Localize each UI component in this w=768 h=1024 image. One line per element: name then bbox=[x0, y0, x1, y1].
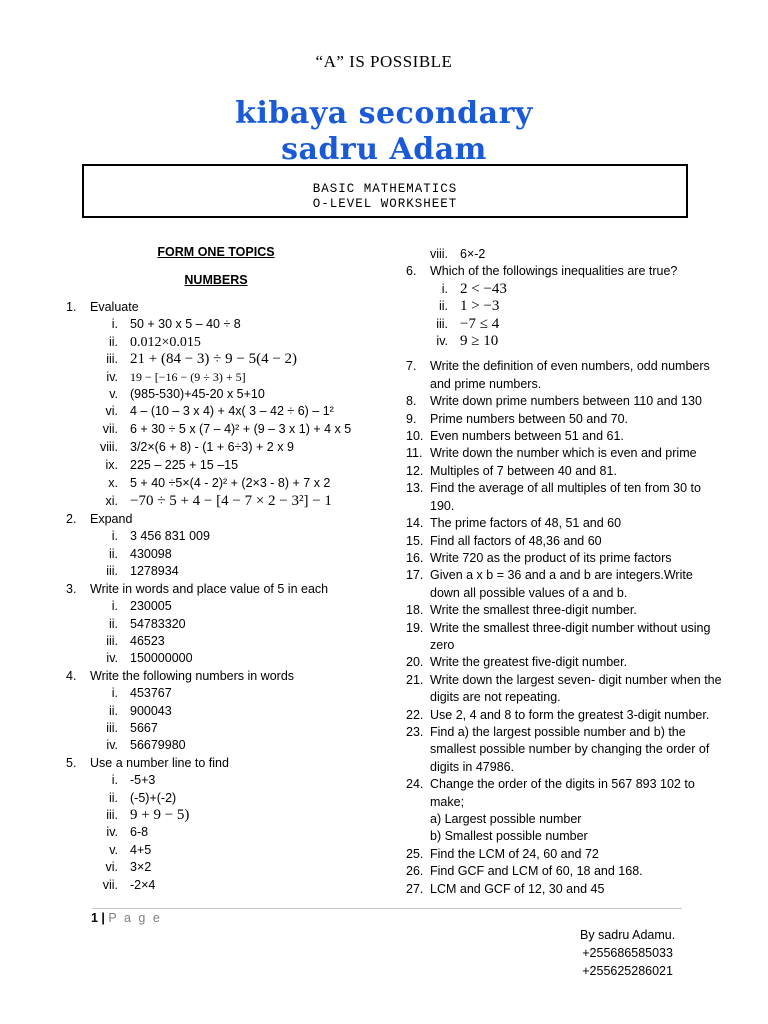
item-text: 3/2×(6 + 8) - (1 + 6÷3) + 2 x 9 bbox=[130, 440, 294, 455]
item-number: ii. bbox=[108, 790, 118, 805]
item-number: iv. bbox=[106, 738, 118, 753]
item-number: iv. bbox=[436, 334, 448, 349]
question-text: Evaluate bbox=[90, 300, 139, 314]
question-number: 11. bbox=[406, 446, 423, 461]
item-text: 430098 bbox=[130, 546, 172, 561]
question-26 bbox=[406, 863, 726, 880]
question-text: Write the definition of even numbers, odd numbers and prime numbers. bbox=[430, 359, 710, 391]
item-text: 3 456 831 009 bbox=[130, 529, 210, 544]
question-number: 13. bbox=[406, 481, 424, 496]
question-1 bbox=[66, 299, 386, 316]
item-text: 4+5 bbox=[130, 842, 152, 857]
question-9 bbox=[406, 411, 726, 428]
question-number: 12. bbox=[406, 463, 424, 478]
item-text: -2×4 bbox=[130, 877, 156, 892]
item-text: 230005 bbox=[130, 599, 172, 614]
item-text: 0.012×0.015 bbox=[130, 334, 201, 350]
list-item bbox=[66, 824, 386, 841]
question-text: b) Smallest possible number bbox=[430, 829, 588, 844]
question-number: 1. bbox=[66, 300, 77, 314]
question-7 bbox=[406, 358, 726, 393]
list-item bbox=[406, 333, 726, 350]
question-24-part-a bbox=[406, 811, 726, 828]
item-number: ix. bbox=[105, 458, 118, 473]
question-text: Write the smallest three-digit number. bbox=[430, 603, 637, 618]
subject-title: BASIC MATHEMATICS bbox=[312, 182, 458, 196]
question-text: Write the greatest five-digit number. bbox=[430, 655, 628, 670]
question-text: Expand bbox=[90, 512, 133, 527]
question-6 bbox=[406, 263, 726, 280]
item-text: 50 + 30 x 5 – 40 ÷ 8 bbox=[130, 317, 241, 332]
question-text: Write the smallest three-digit number without using zero bbox=[430, 620, 711, 652]
question-number: 24. bbox=[406, 777, 424, 792]
question-number: 19. bbox=[406, 620, 424, 635]
item-number: i. bbox=[441, 281, 448, 296]
question-text: Given a x b = 36 and a and b are integers.Write down all possible values of a and b. bbox=[430, 568, 693, 600]
topic-heading: FORM ONE TOPICS bbox=[157, 245, 275, 259]
author-block bbox=[580, 926, 675, 980]
list-item bbox=[66, 737, 386, 754]
question-22 bbox=[406, 707, 726, 724]
item-number: viii. bbox=[429, 247, 448, 261]
question-text: Change the order of the digits in 567 893 102 to make; bbox=[430, 777, 695, 809]
question-number: 14. bbox=[406, 516, 424, 531]
item-text: 56679980 bbox=[130, 738, 186, 753]
question-text: Use 2, 4 and 8 to form the greatest 3-digit number. bbox=[430, 707, 710, 722]
list-item bbox=[66, 772, 386, 789]
item-text: 6×-2 bbox=[460, 247, 486, 261]
question-text: Write in words and place value of 5 in each bbox=[90, 581, 329, 596]
item-text: 1 > −3 bbox=[460, 298, 500, 315]
item-text: 3×2 bbox=[130, 860, 152, 875]
item-number: iii. bbox=[436, 316, 448, 331]
list-item bbox=[66, 877, 386, 894]
author-phone: +255625286021 bbox=[582, 964, 673, 978]
left-column bbox=[66, 244, 386, 894]
school-author-name: sadru Adam bbox=[281, 132, 487, 167]
item-text: −70 ÷ 5 + 4 − [4 − 7 × 2 − 3²] − 1 bbox=[130, 493, 332, 510]
item-number: iii. bbox=[106, 720, 118, 735]
item-number: v. bbox=[109, 842, 118, 857]
item-number: iv. bbox=[106, 651, 118, 666]
item-text: (-5)+(-2) bbox=[130, 790, 177, 805]
item-text: 2 < −43 bbox=[460, 280, 507, 297]
item-number: ii. bbox=[108, 703, 118, 718]
item-text: 453767 bbox=[130, 686, 172, 701]
item-text: 150000000 bbox=[130, 651, 193, 666]
list-item bbox=[66, 351, 386, 368]
question-number: 20. bbox=[406, 655, 424, 670]
footer-divider bbox=[92, 908, 682, 909]
item-text: -5+3 bbox=[130, 773, 156, 788]
question-number: 9. bbox=[406, 411, 417, 426]
item-text: 6-8 bbox=[130, 825, 149, 840]
question-text: Write the following numbers in words bbox=[90, 668, 295, 683]
list-item bbox=[406, 298, 726, 315]
item-number: viii. bbox=[99, 440, 118, 455]
item-number: i. bbox=[111, 317, 118, 332]
item-number: xi. bbox=[105, 494, 118, 509]
question-text: Write down the number which is even and prime bbox=[430, 446, 697, 461]
list-item bbox=[66, 421, 386, 438]
question-number: 25. bbox=[406, 846, 424, 861]
list-item bbox=[66, 650, 386, 667]
item-text: 6 + 30 ÷ 5 x (7 – 4)² + (9 – 3 x 1) + 4 x 5 bbox=[130, 421, 352, 436]
page-number-value: 1 | bbox=[91, 911, 105, 925]
question-15 bbox=[406, 533, 726, 550]
item-number: vi. bbox=[105, 404, 118, 419]
list-item bbox=[66, 685, 386, 702]
list-item bbox=[406, 316, 726, 333]
question-text: Write down prime numbers between 110 and 130 bbox=[430, 394, 702, 409]
list-item bbox=[66, 790, 386, 807]
list-item bbox=[66, 369, 386, 386]
item-number: i. bbox=[111, 529, 118, 544]
list-item bbox=[66, 720, 386, 737]
question-number: 15. bbox=[406, 533, 424, 548]
question-18 bbox=[406, 602, 726, 619]
list-item bbox=[406, 246, 726, 263]
item-number: i. bbox=[111, 773, 118, 788]
question-21 bbox=[406, 672, 726, 707]
question-text: LCM and GCF of 12, 30 and 45 bbox=[430, 881, 605, 896]
question-number: 2. bbox=[66, 512, 77, 527]
page-label: P a g e bbox=[108, 911, 162, 925]
question-number bbox=[406, 811, 430, 828]
question-12 bbox=[406, 463, 726, 480]
question-text: The prime factors of 48, 51 and 60 bbox=[430, 516, 622, 531]
question-4 bbox=[66, 668, 386, 685]
question-number: 22. bbox=[406, 707, 424, 722]
list-item bbox=[66, 859, 386, 876]
item-number: iii. bbox=[106, 633, 118, 648]
item-number: iii. bbox=[106, 352, 118, 367]
item-number: vii. bbox=[102, 877, 118, 892]
right-column bbox=[406, 246, 726, 898]
item-text: 46523 bbox=[130, 633, 165, 648]
item-number: iv. bbox=[106, 825, 118, 840]
question-3 bbox=[66, 581, 386, 598]
school-name: kibaya secondary bbox=[235, 96, 533, 131]
question-10 bbox=[406, 428, 726, 445]
question-8 bbox=[406, 393, 726, 410]
motto: “A” IS POSSIBLE bbox=[315, 52, 453, 71]
question-16 bbox=[406, 550, 726, 567]
item-text: 54783320 bbox=[130, 616, 186, 631]
question-5 bbox=[66, 755, 386, 772]
question-number: 26. bbox=[406, 864, 424, 879]
item-text: 5667 bbox=[130, 720, 158, 735]
item-text: 9 ≥ 10 bbox=[460, 333, 499, 350]
question-number: 7. bbox=[406, 359, 417, 374]
question-text: Prime numbers between 50 and 70. bbox=[430, 411, 629, 426]
item-number: ii. bbox=[108, 334, 118, 349]
question-13 bbox=[406, 480, 726, 515]
question-text: Multiples of 7 between 40 and 81. bbox=[430, 463, 617, 478]
item-number: iii. bbox=[106, 564, 118, 579]
question-text: Write 720 as the product of its prime factors bbox=[430, 550, 672, 565]
item-text: −7 ≤ 4 bbox=[460, 315, 500, 332]
question-number bbox=[406, 828, 430, 845]
question-number: 21. bbox=[406, 672, 424, 687]
question-number: 4. bbox=[66, 668, 77, 683]
list-item bbox=[66, 334, 386, 351]
list-item bbox=[66, 457, 386, 474]
item-number: iii. bbox=[106, 807, 118, 822]
list-item bbox=[406, 281, 726, 298]
item-number: v. bbox=[109, 387, 118, 402]
worksheet-title-box bbox=[82, 164, 688, 218]
question-number: 6. bbox=[406, 264, 417, 279]
question-text: Find the average of all multiples of ten from 30 to 190. bbox=[430, 481, 701, 513]
item-number: vi. bbox=[105, 860, 118, 875]
question-24-part-b bbox=[406, 828, 726, 845]
worksheet-level: O-LEVEL WORKSHEET bbox=[312, 197, 458, 211]
page-number bbox=[91, 911, 162, 925]
list-item bbox=[66, 598, 386, 615]
list-item bbox=[66, 475, 386, 492]
question-text: a) Largest possible number bbox=[430, 812, 582, 826]
author-name: By sadru Adamu. bbox=[580, 928, 676, 942]
author-phone: +255686585033 bbox=[582, 946, 673, 960]
question-number: 23. bbox=[406, 724, 424, 739]
item-text: 5 + 40 ÷5×(4 - 2)² + (2×3 - 8) + 7 x 2 bbox=[130, 475, 331, 490]
question-text: Find the LCM of 24, 60 and 72 bbox=[430, 846, 599, 861]
item-number: ii. bbox=[108, 616, 118, 631]
item-text: 4 – (10 – 3 x 4) + 4x( 3 – 42 ÷ 6) – 1² bbox=[130, 404, 334, 419]
list-item bbox=[66, 842, 386, 859]
question-number: 27. bbox=[406, 881, 424, 896]
question-20 bbox=[406, 654, 726, 671]
item-number: i. bbox=[111, 686, 118, 701]
item-text: 1278934 bbox=[130, 564, 179, 579]
list-item bbox=[66, 703, 386, 720]
question-number: 16. bbox=[406, 550, 424, 565]
question-24 bbox=[406, 776, 726, 811]
question-number: 17. bbox=[406, 568, 424, 583]
item-text: 225 – 225 + 15 –15 bbox=[130, 458, 239, 473]
question-number: 18. bbox=[406, 603, 424, 618]
question-text: Write down the largest seven- digit number when the digits are not repeating. bbox=[430, 672, 722, 705]
item-text: 19 − [−16 − (9 ÷ 3) + 5] bbox=[130, 369, 246, 384]
list-item bbox=[66, 438, 386, 457]
item-number: iv. bbox=[106, 369, 118, 384]
question-number: 3. bbox=[66, 581, 77, 596]
item-text: 21 + (84 − 3) ÷ 9 − 5(4 − 2) bbox=[130, 351, 298, 368]
question-25 bbox=[406, 846, 726, 863]
question-19 bbox=[406, 620, 726, 655]
list-item bbox=[66, 492, 386, 511]
question-2 bbox=[66, 511, 386, 528]
question-number: 10. bbox=[406, 429, 424, 444]
question-text: Use a number line to find bbox=[90, 755, 229, 770]
question-number: 5. bbox=[66, 755, 77, 770]
question-text: Find a) the largest possible number and b) the smallest possible number by changing the order of digits in 47986. bbox=[430, 724, 710, 774]
list-item bbox=[66, 316, 386, 333]
item-text: 9 + 9 − 5) bbox=[130, 806, 190, 823]
question-text: Find all factors of 48,36 and 60 bbox=[430, 533, 602, 548]
item-number: ii. bbox=[438, 299, 448, 314]
item-text: (985-530)+45-20 x 5+10 bbox=[130, 387, 265, 402]
list-item bbox=[66, 633, 386, 650]
question-14 bbox=[406, 515, 726, 532]
question-text: Which of the followings inequalities are true? bbox=[430, 264, 678, 279]
item-number: i. bbox=[111, 599, 118, 614]
list-item bbox=[66, 546, 386, 563]
question-17 bbox=[406, 567, 726, 602]
subtopic-heading: NUMBERS bbox=[184, 273, 248, 287]
question-11 bbox=[406, 445, 726, 462]
list-item bbox=[66, 563, 386, 580]
question-text: Even numbers between 51 and 61. bbox=[430, 429, 624, 444]
item-number: vii. bbox=[102, 421, 118, 436]
question-23 bbox=[406, 724, 726, 776]
question-27 bbox=[406, 881, 726, 898]
list-item bbox=[66, 386, 386, 403]
question-number: 8. bbox=[406, 394, 417, 409]
list-item bbox=[66, 528, 386, 545]
item-text: 900043 bbox=[130, 703, 172, 718]
list-item bbox=[66, 616, 386, 633]
item-number: ii. bbox=[108, 546, 118, 561]
list-item bbox=[66, 807, 386, 824]
item-number: x. bbox=[108, 475, 118, 490]
question-text: Find GCF and LCM of 60, 18 and 168. bbox=[430, 864, 643, 879]
list-item bbox=[66, 403, 386, 420]
